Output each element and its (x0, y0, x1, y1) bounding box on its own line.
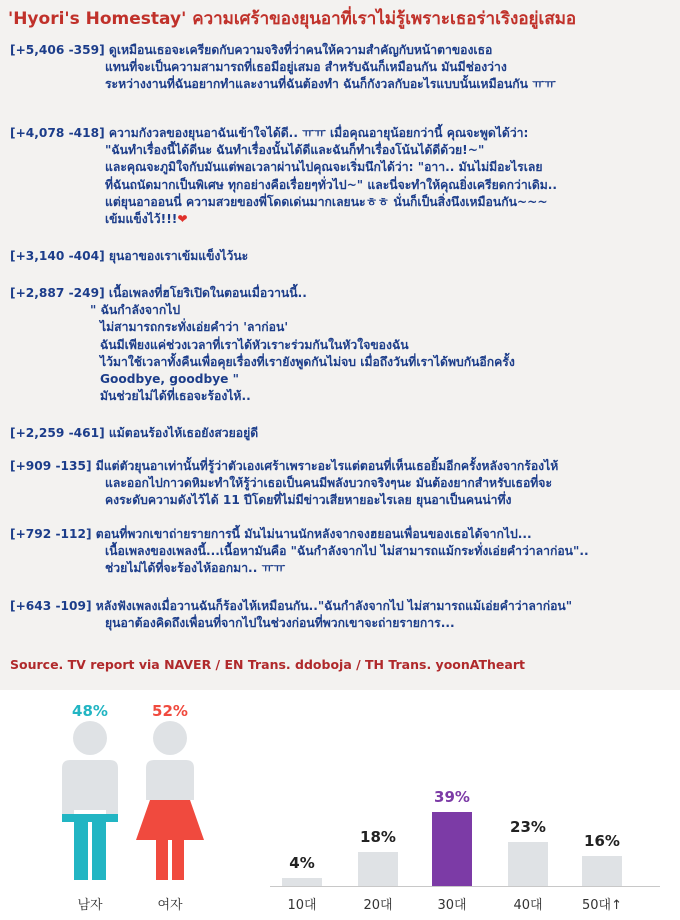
comment-text: ดูเหมือนเธอจะเครียดกับความจริงที่ว่าคนให้ความสำคัญกับหน้าตาของเธอ (108, 43, 493, 57)
age-bar (508, 842, 548, 886)
comment-text: ฉันมีเพียงแค่ช่วงเวลาที่เราได้หัวเราะร่วมกันในหัวใจของฉัน (100, 337, 409, 352)
comment-text: ระหว่างงานที่ฉันอยากทำและงานที่ฉันต้องทำ ฉันก็กังวลกับอะไรแบบนั้นเหมือนกัน ㅠㅠ (105, 77, 556, 92)
comment-text: ยุนอาต้องคิดถึงเพื่อนที่จากไปในช่วงก่อนที่พวกเขาจะถ่ายรายการ... (105, 616, 455, 631)
article-title: 'Hyori's Homestay' ความเศร้าของยุนอาที่เราไม่รู้เพราะเธอร่าเริงอยู่เสมอ (8, 9, 577, 29)
heart-icon: ❤ (177, 212, 188, 227)
age-percent-label: 16% (584, 831, 620, 850)
comment-text: แต่ยุนอาออนนี่ ความสวยของพี่โดดเด่นมากเลยนะㅎㅎ นั่นก็เป็นสิ่งนึงเหมือนกัน~~~ (105, 194, 548, 209)
comment (10, 42, 674, 94)
male-share-fill (62, 814, 118, 822)
comment-text: Goodbye, goodbye " (100, 372, 240, 387)
comment-text: "ฉันทำเรื่องนี้ได้ดีนะ ฉันทำเรื่องนั้นได้ดีและฉันก็ทำเรื่องโน้นได้ดีด้วย!~" (105, 143, 485, 158)
comment-score: [+3,140 -404] (10, 249, 105, 263)
comment-score: [+792 -112] (10, 527, 92, 541)
age-percent-label: 23% (510, 818, 546, 837)
comment-text: แม้ตอนร้องไห้เธอยังสวยอยู่ดี (108, 426, 259, 440)
female-share-fill (136, 800, 204, 840)
age-category-label: 30대 (437, 898, 467, 913)
age-percent-label: 39% (434, 787, 470, 806)
comment-text: " ฉันกำลังจากไป (90, 303, 181, 318)
comment-text: ไว้มาใช้เวลาทั้งคืนเพื่อคุยเรื่องที่เรายังพูดกันไม่จบ เมื่อถึงวันที่เราได้พบกันอีกครั้ง (100, 354, 515, 369)
comment-text: หลังฟังเพลงเมื่อวานฉันก็ร้องไห้เหมือนกัน.."ฉันกำลังจากไป ไม่สามารถแม้เอ่ยคำว่าลาก่อน" (95, 599, 573, 613)
comment-score: [+2,259 -461] (10, 426, 105, 440)
comment-score: [+4,078 -418] (10, 126, 105, 140)
female-figure-icon (136, 721, 204, 880)
comment (10, 526, 674, 578)
age-category-label: 10대 (287, 898, 317, 913)
comment-text: เข้มแข็งไว้!!! (105, 212, 178, 227)
age-category-label: 50대↑ (582, 898, 622, 913)
comment-score: [+909 -135] (10, 459, 92, 473)
comment-text: มันช่วยไม่ได้ที่เธอจะร้องไห้.. (100, 389, 251, 404)
comment (10, 248, 674, 265)
age-bar (282, 878, 322, 886)
source-credit: Source. TV report via NAVER / EN Trans. ddoboja / TH Trans. yoonATheart (10, 657, 525, 672)
comment-text: แทนที่จะเป็นความสามารถที่เธอมีอยู่เสมอ สำหรับฉันก็เหมือนกัน มันมีช่องว่าง (105, 60, 507, 75)
male-label: 남자 (77, 898, 103, 913)
comment-text: และคุณจะภูมิใจกับมันแต่พอเวลาผ่านไปคุณจะเริ่มนึกได้ว่า: "อาา.. มันไม่มีอะไรเลย (105, 160, 543, 175)
comment-text: เนื้อเพลงที่ฮโยริเปิดในตอนเมื่อวานนี้.. (108, 286, 307, 300)
comment-text: ความกังวลของยุนอาฉันเข้าใจได้ดี.. ㅠㅠ เมื่อคุณอายุน้อยกว่านี้ คุณจะพูดได้ว่า: (108, 126, 529, 140)
comment (10, 285, 674, 405)
age-percent-label: 18% (360, 827, 396, 846)
comment-text: ตอนที่พวกเขาถ่ายรายการนี้ มันไม่นานนักหลังจากจงฮยอนเพื่อนของเธอได้จากไป... (95, 527, 532, 541)
age-percent-label: 4% (289, 854, 315, 873)
comment-text: เนื้อเพลงของเพลงนี้...เนื้อหามันคือ "ฉันกำลังจากไป ไม่สามารถแม้กระทั่งเอ่ยคำว่าลาก่อน".. (105, 544, 589, 559)
age-category-label: 20대 (363, 898, 393, 913)
comment-text: ไม่สามารถกระทั่งเอ่ยคำว่า 'ลาก่อน' (100, 320, 289, 335)
male-figure-icon (62, 721, 118, 880)
age-bar (582, 856, 622, 886)
comment (10, 458, 674, 510)
comment-text: คงระดับความดังไว้ได้ 11 ปีโดยที่ไม่มีข่าวเสียหายอะไรเลย ยุนอาเป็นคนน่าทึ่ง (105, 493, 512, 508)
female-percent: 52% (152, 702, 188, 720)
age-axis (270, 886, 660, 887)
comment-score: [+2,887 -249] (10, 286, 105, 300)
age-bar (358, 852, 398, 886)
comment-text: ที่ฉันถนัดมากเป็นพิเศษ ทุกอย่างคือเรื่อยๆทั่วไป~" และนี่จะทำให้คุณยิ่งเครียดกว่าเดิม.. (105, 177, 558, 192)
comment-score: [+643 -109] (10, 599, 92, 613)
female-label: 여자 (157, 898, 183, 913)
age-bar (432, 812, 472, 886)
comment-text: ช่วยไม่ได้ที่จะร้องไห้ออกมา.. ㅠㅠ (105, 561, 286, 576)
comment-score: [+5,406 -359] (10, 43, 105, 57)
comment-text: และออกไปกาวดหิมะทำให้รู้ว่าเธอเป็นคนมีพลังบวกจริงๆนะ มันต้องยากสำหรับเธอที่จะ (105, 476, 552, 491)
demographics-panel (0, 690, 680, 920)
comment (10, 125, 674, 228)
comment-text: มีแต่ตัวยุนอาเท่านั้นที่รู้ว่าตัวเองเศร้าเพราะอะไรแต่ตอนที่เห็นเธอยิ้มอีกครั้งหลังจากร้องไห้ (95, 459, 559, 473)
age-category-label: 40대 (513, 898, 543, 913)
comment (10, 598, 674, 632)
comment-text: ยุนอาของเราเข้มแข็งไว้นะ (108, 249, 249, 263)
male-percent: 48% (72, 702, 108, 720)
comment (10, 425, 674, 442)
